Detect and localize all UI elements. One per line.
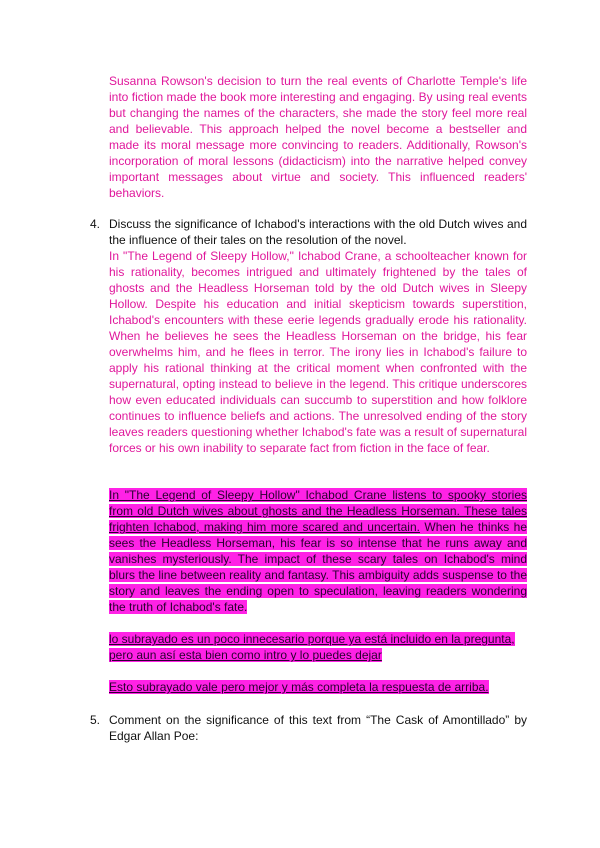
- answer-4-paragraph: In "The Legend of Sleepy Hollow," Ichabod Crane, a schoolteacher known for his rationality, becomes intrigued and ultimately frightened by the tales of ghosts and the Headless Horseman told by the old Dutch wives in Sleepy Hollow. Despite his education and initial skepticism towards superstition, Ichabod's encounters with these eerie legends gradually erode his rationality. When he believes he sees the Headless Horseman on the bridge, his fear overwhelms him, and he flees in terror. The irony lies in Ichabod's failure to apply his rational thinking at the critical moment when confronted with the supernatural, opting instead to believe in the legend. This critique underscores how even educated individuals can succumb to superstition and how folklore continues to influence beliefs and actions. The unresolved ending of the story leaves readers questioning whether Ichabod's fate was a result of supernatural forces or his own inability to separate fact from fiction in the face of fear.: [109, 249, 527, 455]
- highlighted-underlined-text: In "The Legend of Sleepy Hollow" Ichabod Crane listens to spooky stories from old Dutch wives about ghosts and the Headless Horseman. These tales frighten Ichabod, making him more scared and uncertain.: [109, 488, 527, 534]
- reviewer-comment-2-text: Esto subrayado vale pero mejor y más completa la respuesta de arriba.: [109, 680, 489, 694]
- intro-answer-paragraph: Susanna Rowson's decision to turn the real events of Charlotte Temple's life into fiction made the book more interesting and engaging. By using real events but changing the names of the characters, she made the story feel more real and believable. This approach helped the novel become a bestseller and made its moral message more convincing to readers. Additionally, Rowson's incorporation of moral lessons (didacticism) into the narrative helped convey important messages about virtue and society. This influenced readers' behaviors.: [109, 74, 527, 200]
- question-4: [90, 216, 527, 248]
- question-5-text: Comment on the significance of this text from “The Cask of Amontillado” by Edgar Allan Poe:: [109, 713, 527, 743]
- question-5: [90, 712, 527, 744]
- highlighted-answer-paragraph: [109, 487, 527, 615]
- reviewer-comment-2: [109, 679, 527, 695]
- question-4-number: 4.: [90, 217, 101, 231]
- reviewer-comment-1-text: lo subrayado es un poco innecesario porque ya está incluido en la pregunta, pero aun así esta bien como intro y lo puedes dejar: [109, 632, 515, 662]
- question-5-number: 5.: [90, 713, 101, 727]
- highlighted-plain-text: When he thinks he sees the Headless Horseman, his fear is so intense that he runs away and vanishes mysteriously. The impact of these scary tales on Ichabod's mind blurs the line between reality and fantasy. This ambiguity adds suspense to the story and leaves the ending open to speculation, leaving readers wondering the truth of Ichabod's fate.: [109, 520, 528, 614]
- question-4-text: Discuss the significance of Ichabod's interactions with the old Dutch wives and the influence of their tales on the resolution of the novel.: [109, 217, 527, 247]
- reviewer-comment-1: [109, 631, 527, 663]
